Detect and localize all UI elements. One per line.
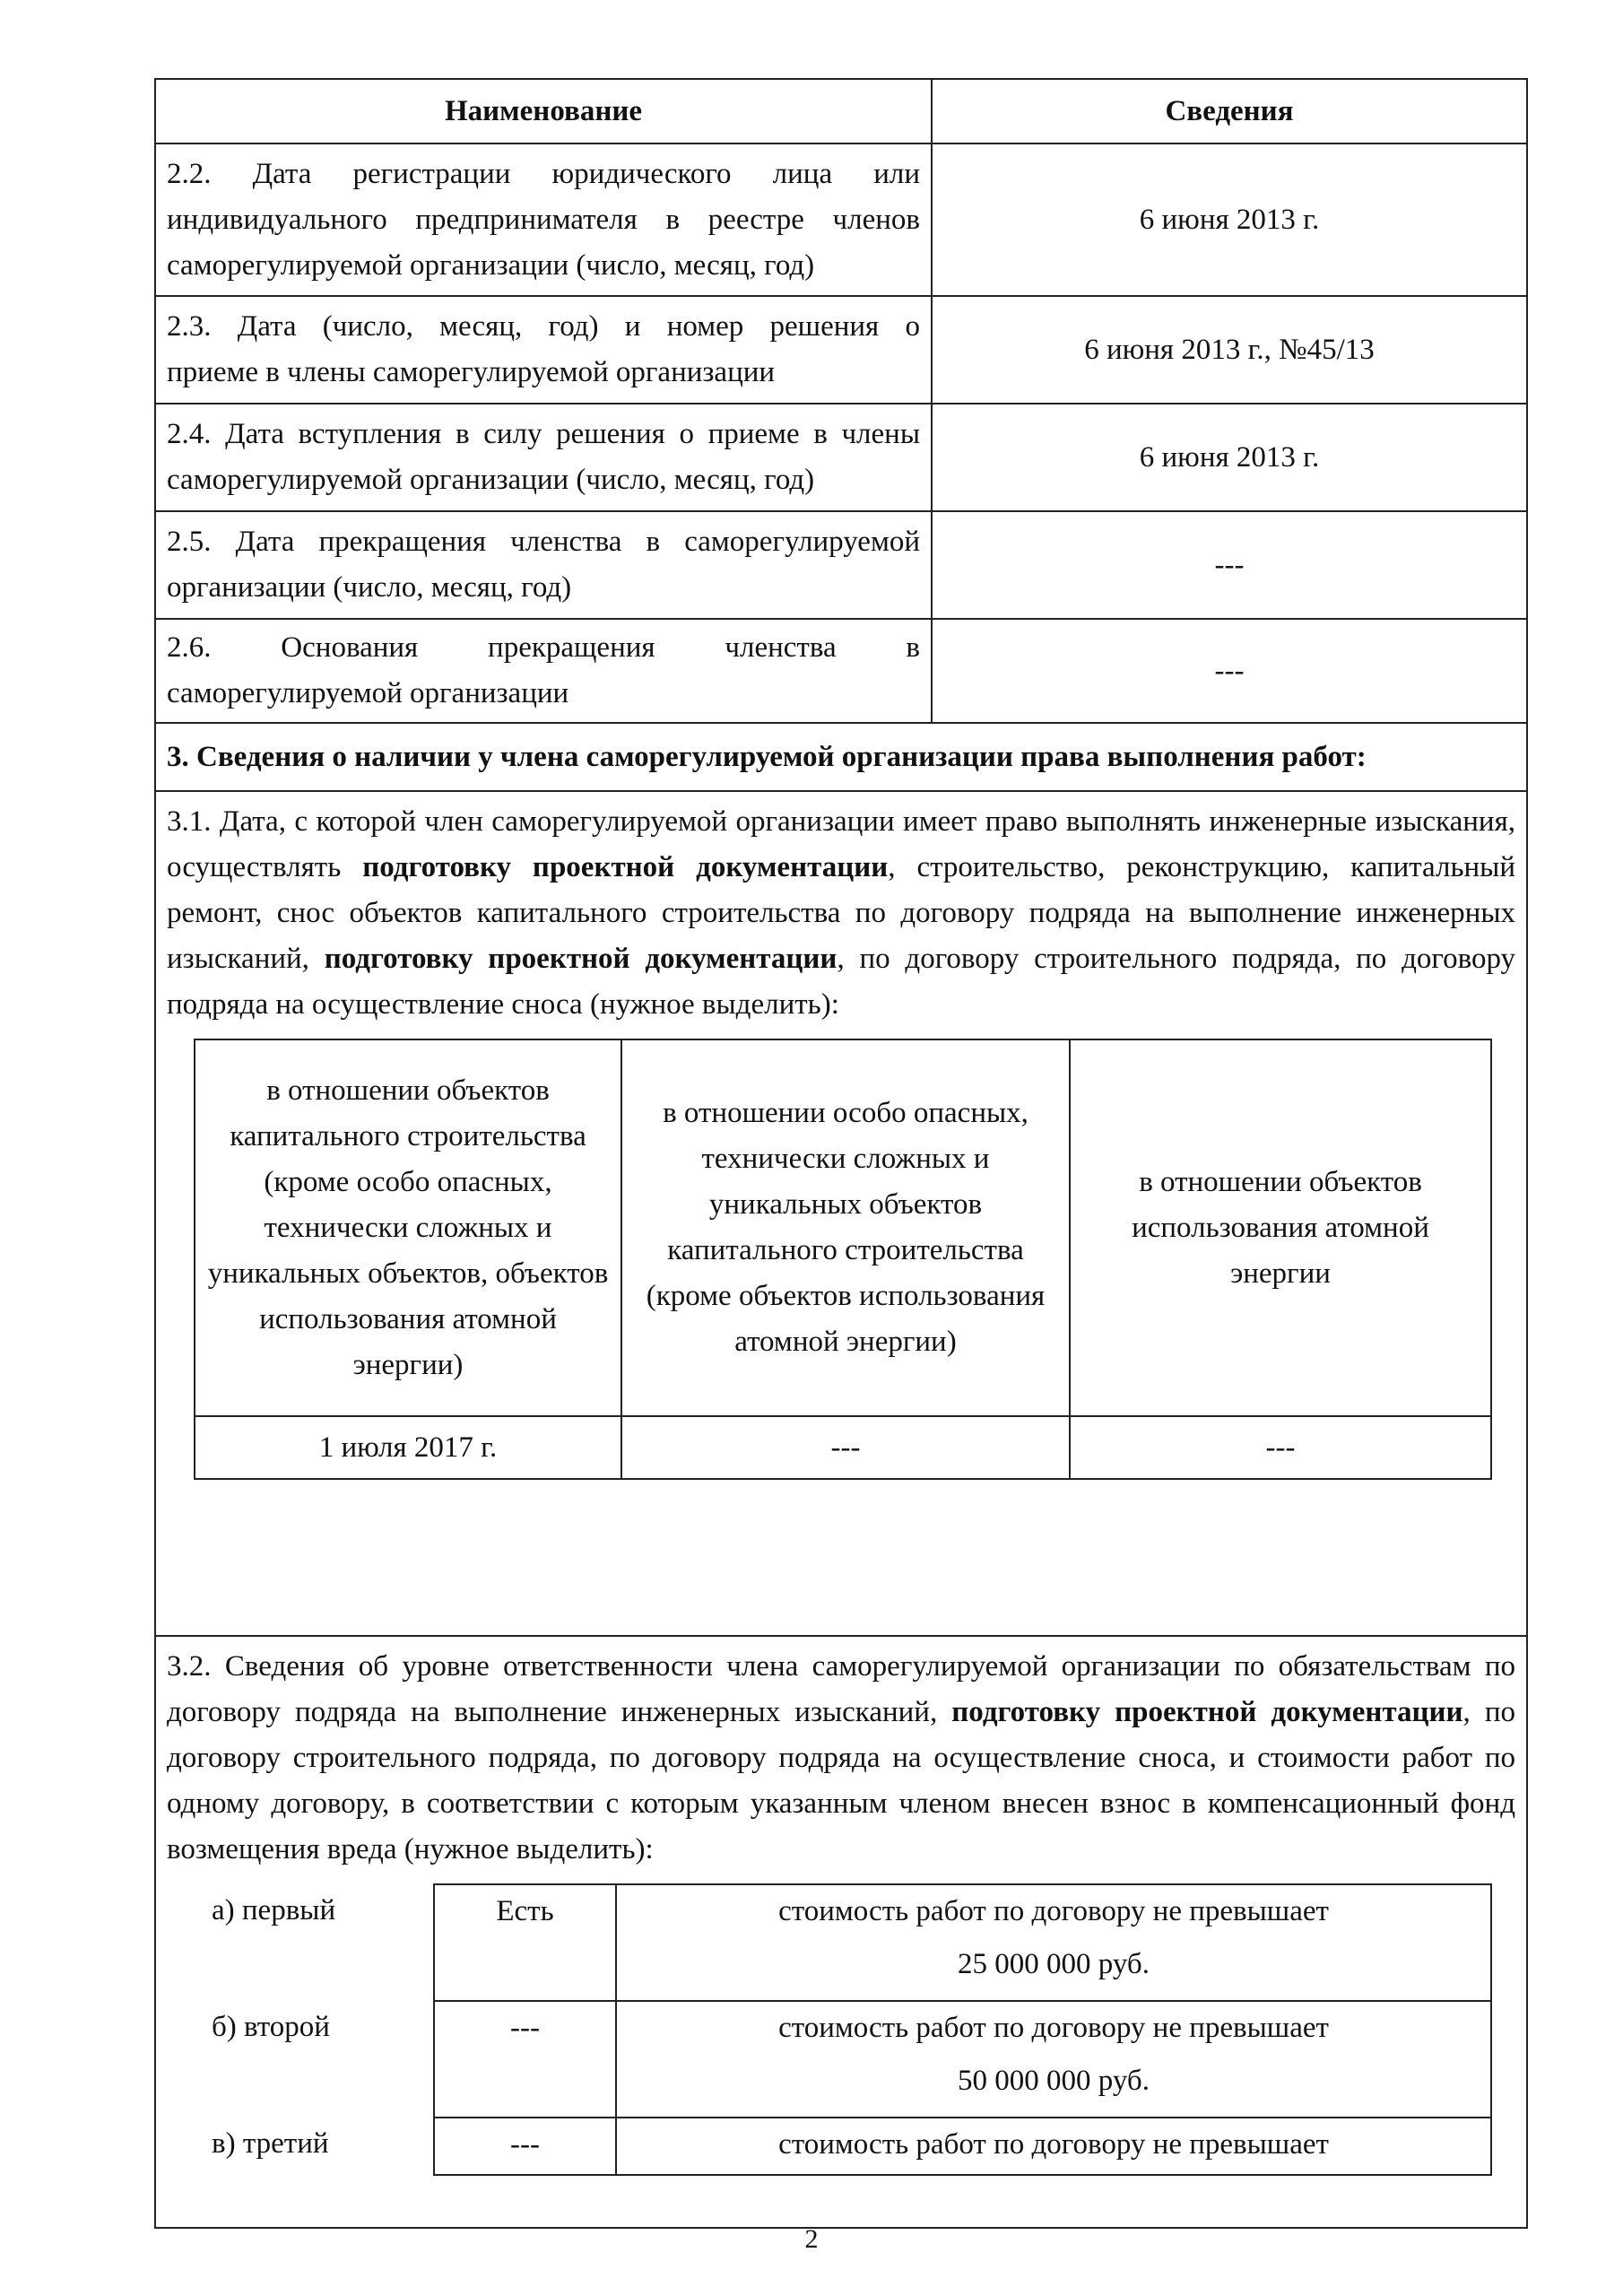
row-value: 6 июня 2013 г.: [932, 144, 1527, 296]
liability-cost: [616, 2001, 1491, 2118]
bold-text-run: подготовку проектной документации: [951, 1696, 1463, 1728]
work-rights-header: в отношении особо опасных, технически сложных и уникальных объектов капитального строительства (кроме объектов использования атомной энергии): [621, 1039, 1070, 1416]
row-value: 6 июня 2013 г., №45/13: [932, 296, 1527, 404]
row-label: [155, 511, 932, 619]
row-label-line: саморегулируемой организации: [167, 677, 569, 709]
work-rights-value-row: [195, 1416, 1491, 1479]
table-row: [155, 144, 1527, 296]
row-label-line: 2.5. Дата прекращения членства в саморегулируемой: [167, 526, 920, 558]
cost-line: стоимость работ по договору не превышает: [778, 1895, 1329, 1927]
text-run: 3.1. Дата, с которой член саморегулируемой организации имеет право выполнять инженерные изыскания, осуществлять: [167, 805, 1515, 883]
liability-cost: [616, 2118, 1491, 2175]
row-label-line: приеме в члены саморегулируемой организации: [167, 356, 776, 388]
table-row: [176, 2001, 1491, 2118]
liability-mark: Есть: [434, 1884, 616, 2001]
section-3-2-cell: [155, 1636, 1527, 2228]
row-label: [155, 296, 932, 404]
column-header-info: Сведения: [932, 79, 1527, 144]
row-label: [155, 619, 932, 723]
work-rights-value: ---: [621, 1416, 1070, 1479]
membership-info-table: [154, 78, 1528, 2229]
work-rights-header: в отношении объектов использования атомной энергии: [1070, 1039, 1491, 1416]
row-label-line: 2.6. Основания прекращения членства в: [167, 631, 920, 664]
section-3-1-cell: [155, 791, 1527, 1636]
row-label-line: 2.2. Дата регистрации юридического лица или: [167, 157, 920, 190]
section-heading-row: [155, 723, 1527, 791]
liability-cost: [616, 1884, 1491, 2001]
column-header-name: Наименование: [155, 79, 932, 144]
liability-level: б) второй: [212, 2011, 330, 2043]
table-row: [176, 2118, 1491, 2175]
cost-amount: 50 000 000 руб.: [958, 2065, 1150, 2097]
row-label-line: саморегулируемой организации (число, месяц, год): [167, 464, 815, 496]
text-run: 3.2. Сведения об уровне ответственности члена саморегулируемой организации по обязательствам по договору подряда на выполнение инженерных изысканий,: [167, 1650, 1515, 1728]
cost-line: стоимость работ по договору не превышает: [778, 2012, 1329, 2044]
table-row: [155, 619, 1527, 723]
work-rights-header-row: [195, 1039, 1491, 1416]
work-rights-value: 1 июля 2017 г.: [195, 1416, 621, 1479]
row-value: ---: [932, 511, 1527, 619]
row-label-line: саморегулируемой организации (число, месяц, год): [167, 248, 815, 282]
row-label-line: 2.3. Дата (число, месяц, год) и номер решения о: [167, 310, 920, 343]
liability-level: в) третий: [212, 2127, 329, 2160]
text-run: , строительство, реконструкцию, капитальный ремонт, снос объектов капитального строительства по договору подряда на выполнение инженерных изысканий,: [167, 851, 1516, 975]
row-label-line: организации (число, месяц, год): [167, 571, 572, 604]
work-rights-table: [194, 1039, 1492, 1480]
bold-text-run: подготовку проектной документации: [324, 943, 838, 975]
work-rights-header: в отношении объектов капитального строительства (кроме особо опасных, технически сложных и уникальных объектов, объектов использования атомной энергии): [195, 1039, 621, 1416]
table-header-row: [155, 79, 1527, 144]
row-value: ---: [932, 619, 1527, 723]
row-label: [155, 144, 932, 296]
liability-level-table: [176, 1883, 1492, 2176]
bold-text-run: подготовку проектной документации: [362, 851, 889, 883]
text-run: , по договору строительного подряда, по договору подряда на осуществление сноса, и стоимости работ по одному договору, в соответствии с которым указанным членом внесен взнос в компенсационный фонд возмещения вреда (нужное выделить):: [167, 1696, 1515, 1866]
section-3-1-row: [155, 791, 1527, 1636]
paragraph-3-1: [167, 799, 1515, 1028]
row-label-line: 2.4. Дата вступления в силу решения о приеме в члены: [167, 418, 920, 450]
table-row: [155, 404, 1527, 511]
row-label: [155, 404, 932, 511]
page-number: 2: [804, 2224, 819, 2254]
liability-mark: ---: [434, 2118, 616, 2175]
section-3-title: 3. Сведения о наличии у члена саморегулируемой организации права выполнения работ:: [155, 723, 1527, 791]
work-rights-value: ---: [1070, 1416, 1491, 1479]
cost-amount: 25 000 000 руб.: [958, 1948, 1150, 1980]
cost-line: стоимость работ по договору не превышает: [778, 2128, 1329, 2161]
table-row: [155, 511, 1527, 619]
liability-level: а) первый: [212, 1894, 336, 1926]
liability-mark: ---: [434, 2001, 616, 2118]
row-value: 6 июня 2013 г.: [932, 404, 1527, 511]
section-3-2-row: [155, 1636, 1527, 2228]
paragraph-3-2: [167, 1644, 1515, 1873]
row-label-line: индивидуального предпринимателя в реестре членов: [167, 203, 920, 236]
table-row: [155, 296, 1527, 404]
text-run: , по договору строительного подряда, по договору подряда на осуществление сноса (нужное выделить):: [167, 943, 1516, 1021]
table-row: [176, 1884, 1491, 2001]
